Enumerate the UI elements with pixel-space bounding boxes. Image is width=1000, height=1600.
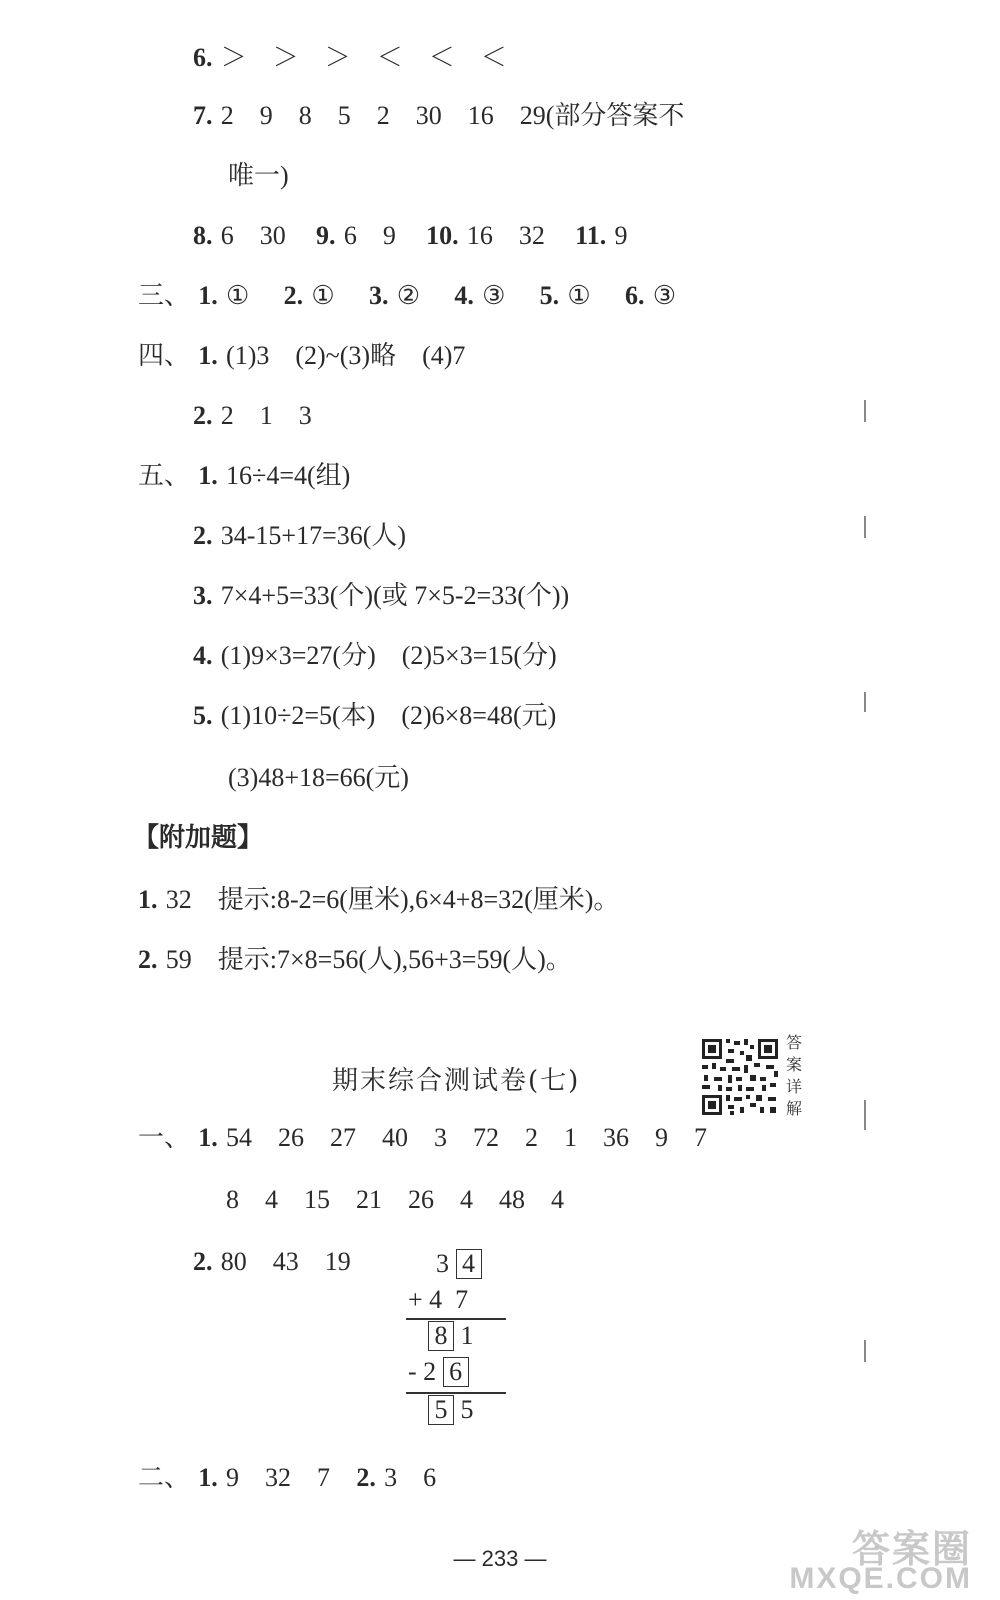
item-number: 4.	[454, 281, 474, 310]
item-number: 2.	[193, 401, 213, 430]
test-title: 期末综合测试卷(七)	[332, 1066, 581, 1096]
answer-text: (3)48+18=66(元)	[228, 763, 409, 792]
item-number: 2.	[193, 521, 213, 550]
part-2-line-1	[138, 1462, 436, 1494]
calc-digit: 5	[460, 1395, 474, 1424]
calc-box-digit: 8	[428, 1321, 454, 1351]
answer-text: 9 32 7	[226, 1463, 331, 1492]
item-number: 2.	[193, 1247, 213, 1276]
item-number: 8.	[193, 221, 213, 250]
calc-row-1	[436, 1248, 482, 1280]
answer-text: 唯一)	[228, 161, 289, 190]
item-number: 2.	[138, 945, 158, 974]
qr-code-icon	[700, 1037, 780, 1117]
answer-text: 34-15+17=36(人)	[220, 521, 407, 550]
section-heading: 五、	[138, 461, 191, 491]
answer-text: (1)9×3=27(分) (2)5×3=15(分)	[220, 641, 557, 670]
calc-row-2	[408, 1284, 468, 1316]
item-number: 1.	[138, 885, 158, 914]
answer-line-7	[193, 100, 684, 132]
item-number: 10.	[426, 221, 459, 250]
section-3-line	[138, 280, 676, 312]
answer-line-8-11	[193, 220, 627, 252]
answer-text: 59 提示:7×8=56(人),56+3=59(人)。	[165, 945, 572, 974]
item-number: 1.	[198, 341, 218, 370]
section-4-line-1	[138, 340, 465, 372]
answer-text: ＞ ＞ ＞ ＜ ＜ ＜	[220, 43, 507, 72]
answer-text: 9	[614, 221, 628, 250]
page-edge-mark	[864, 400, 866, 422]
section-5-line-3	[193, 580, 569, 612]
section-heading: 四、	[138, 341, 191, 371]
section-heading: 二、	[138, 1463, 191, 1493]
section-5-line-6	[228, 762, 409, 794]
part-1-line-2	[226, 1184, 564, 1216]
section-heading: 三、	[138, 281, 191, 311]
section-4-line-2	[193, 400, 312, 432]
watermark-url: MXQE.COM	[789, 1562, 972, 1595]
page-number: — 233 —	[453, 1546, 547, 1571]
section-5-line-4	[193, 640, 557, 672]
answer-line-7-cont	[228, 160, 289, 192]
item-number: 2.	[356, 1463, 376, 1492]
answer-text: ③	[482, 281, 506, 310]
calc-row-5	[428, 1394, 474, 1426]
answer-text: 6 30	[220, 221, 286, 250]
answer-text: ①	[311, 281, 335, 310]
section-5-line-2	[193, 520, 406, 552]
answer-text: 7×4+5=33(个)(或 7×5-2=33(个))	[220, 581, 570, 610]
answer-text: 3 6	[384, 1463, 437, 1492]
watermark-logo: 答案圈	[851, 1529, 972, 1571]
extra-heading	[133, 822, 263, 854]
calc-digit: 3	[436, 1249, 449, 1278]
item-number: 3.	[193, 581, 213, 610]
answer-text: ③	[652, 281, 677, 310]
calc-digits: - 2	[408, 1357, 437, 1386]
item-number: 1.	[198, 1123, 218, 1152]
answer-line-6	[193, 42, 507, 74]
qr-label: 答案详解	[786, 1033, 803, 1118]
item-number: 11.	[575, 221, 607, 250]
item-number: 1.	[198, 281, 218, 310]
calc-row-4	[408, 1356, 469, 1388]
item-number: 4.	[193, 641, 213, 670]
answer-text: 32 提示:8-2=6(厘米),6×4+8=32(厘米)。	[165, 885, 620, 914]
answer-text: (1)3 (2)~(3)略 (4)7	[226, 341, 466, 370]
section-5-line-1	[138, 460, 350, 492]
item-number: 6.	[193, 43, 213, 72]
item-number: 1.	[198, 1463, 218, 1492]
answer-text: 16÷4=4(组)	[226, 461, 351, 490]
calc-digits: + 4 7	[408, 1285, 469, 1314]
item-number: 2.	[283, 281, 304, 310]
section-heading: 【附加题】	[133, 823, 264, 853]
extra-line-1	[138, 884, 619, 916]
answer-text: 16 32	[466, 221, 545, 250]
part-1-line-3	[193, 1246, 351, 1278]
item-number: 5.	[193, 701, 213, 730]
calc-row-3	[428, 1320, 474, 1352]
page-edge-mark	[864, 1100, 866, 1130]
answer-text: ①	[226, 281, 250, 310]
part-1-line-1	[138, 1122, 707, 1154]
answer-text: 6 9	[343, 221, 396, 250]
item-number: 5.	[539, 281, 560, 310]
calc-box-digit: 4	[456, 1249, 482, 1279]
answer-text: 2 9 8 5 2 30 16 29(部分答案不	[220, 101, 685, 130]
calc-box-digit: 5	[428, 1395, 454, 1425]
item-number: 7.	[193, 101, 213, 130]
section-heading: 一、	[138, 1123, 191, 1153]
extra-line-2	[138, 944, 572, 976]
item-number: 6.	[625, 281, 645, 310]
calc-box-digit: 6	[443, 1357, 469, 1387]
page-edge-mark	[864, 516, 866, 538]
page-edge-mark	[864, 692, 866, 712]
answer-text: ②	[396, 281, 421, 310]
answer-text: 54 26 27 40 3 72 2 1 36 9 7	[226, 1123, 708, 1152]
item-number: 3.	[368, 281, 389, 310]
answer-text: (1)10÷2=5(本) (2)6×8=48(元)	[220, 701, 557, 730]
answer-text: 2 1 3	[220, 401, 312, 430]
section-5-line-5	[193, 700, 556, 732]
item-number: 9.	[316, 221, 336, 250]
answer-text: 80 43 19	[220, 1247, 351, 1276]
item-number: 1.	[198, 461, 218, 490]
calc-digit: 1	[460, 1321, 474, 1350]
answer-text: 8 4 15 21 26 4 48 4	[226, 1185, 565, 1214]
page-edge-mark	[864, 1340, 866, 1362]
answer-text: ①	[567, 281, 591, 310]
